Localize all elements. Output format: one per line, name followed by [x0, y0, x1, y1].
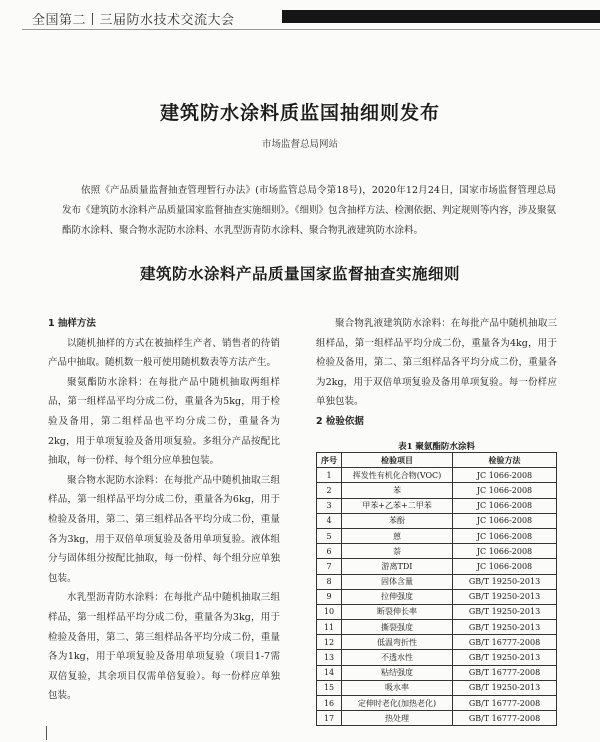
- cell-method: JC 1066-2008: [453, 498, 557, 513]
- cell-no: 13: [317, 650, 342, 665]
- cell-method: GB/T 19250-2013: [453, 620, 557, 635]
- cell-no: 14: [317, 665, 342, 680]
- cell-item: 断裂伸长率: [342, 604, 453, 619]
- table-row: [317, 620, 557, 635]
- cell-no: 1: [317, 468, 342, 483]
- paragraph: 以随机抽样的方式在被抽样生产者、销售者的待销产品中抽取。随机数一般可使用随机数表等方法产生。: [48, 337, 280, 369]
- cell-item: 苯: [342, 483, 453, 498]
- cell-item: 游离TDI: [342, 559, 453, 574]
- cell-item: 低温弯折性: [342, 635, 453, 650]
- cell-item: 撕裂强度: [342, 620, 453, 635]
- table-row: [317, 498, 557, 513]
- cell-method: JC 1066-2008: [453, 528, 557, 543]
- header-black-bar: [282, 10, 600, 23]
- col-header-method: 检验方法: [453, 453, 557, 468]
- article-title: 建筑防水涂料质监国抽细则发布: [159, 102, 440, 124]
- table-row: [317, 665, 557, 680]
- paragraph: 聚合物乳液建筑防水涂料：在每批产品中随机抽取三组样品，第一组样品平均分成二份，重量各为4kg，用于检验及备用，第二、第三组样品各平均分成二份，重量各为2kg，用于双倍单项复验及备用单项复验。每一份样应单独包装。: [316, 318, 557, 408]
- table-row: [317, 513, 557, 528]
- table-header-row: [317, 453, 557, 468]
- table-row: [317, 528, 557, 543]
- cell-method: GB/T 19250-2013: [453, 574, 557, 589]
- cell-item: 苯酚: [342, 513, 453, 528]
- cell-method: JC 1066-2008: [453, 559, 557, 574]
- cell-method: JC 1066-2008: [453, 513, 557, 528]
- table-row: [317, 468, 557, 483]
- cell-no: 7: [317, 559, 342, 574]
- paragraph: 聚合物水泥防水涂料：在每批产品中随机抽取三组样品，第一组样品平均分成二份，重量各为6kg，用于检验及备用，第二、第三组样品各平均分成二份，重量各为3kg，用于双倍单项复验及备用单项复验。液体组分与固体组分按配比抽取，每一份样、每个组分应单独包装。: [48, 474, 280, 584]
- cell-method: GB/T 16777-2008: [453, 665, 557, 680]
- article-byline: 市场监督总局网站: [261, 139, 338, 150]
- running-header: [0, 0, 600, 34]
- cell-method: GB/T 16777-2008: [453, 635, 557, 650]
- cell-method: GB/T 16777-2008: [453, 711, 557, 726]
- cell-no: 2: [317, 483, 342, 498]
- table-row: [317, 574, 557, 589]
- cell-item: 吸水率: [342, 680, 453, 695]
- page-margin-mark: [46, 726, 47, 740]
- table-row: [317, 589, 557, 604]
- intro-paragraph: 依照《产品质量监督抽查管理暂行办法》(市场监管总局令第18号)，2020年12月24日，国家市场监督管理总局发布《建筑防水涂料产品质量国家监督抽查实施细则》。《细则》包含抽样方法、检测依据、判定规则等内容，涉及聚氨酯防水涂料、聚合物水泥防水涂料、水乳型沥青防水涂料、聚合物乳液建筑防水涂料。: [62, 185, 557, 236]
- cell-method: GB/T 19250-2013: [453, 650, 557, 665]
- cell-no: 17: [317, 711, 342, 726]
- cell-no: 11: [317, 620, 342, 635]
- cell-item: 甲苯+乙苯+二甲苯: [342, 498, 453, 513]
- cell-item: 拉伸强度: [342, 589, 453, 604]
- col-header-item: 检验项目: [342, 453, 453, 468]
- cell-no: 3: [317, 498, 342, 513]
- cell-item: 不透水性: [342, 650, 453, 665]
- table-row: [317, 650, 557, 665]
- paragraph: 聚氨酯防水涂料：在每批产品中随机抽取两组样品，第一组样品平均分成二份，重量各为5kg，用于检验及备用，第二组样品也平均分成二份，重量各为2kg，用于单项复验及备用项复验。多组分产品按配比抽取，每一份样、每个组分应单独包装。: [48, 376, 280, 467]
- cell-method: GB/T 19250-2013: [453, 604, 557, 619]
- cell-no: 4: [317, 513, 342, 528]
- cell-method: JC 1066-2008: [453, 483, 557, 498]
- cell-item: 挥发性有机化合物(VOC): [342, 468, 453, 483]
- cell-method: JC 1066-2008: [453, 468, 557, 483]
- header-rule: [22, 29, 600, 30]
- table-row: [317, 483, 557, 498]
- section-heading-sampling: 1 抽样方法: [48, 318, 96, 329]
- cell-item: 固体含量: [342, 574, 453, 589]
- cell-no: 15: [317, 680, 342, 695]
- table-row: [317, 559, 557, 574]
- col-header-no: 序号: [317, 453, 342, 468]
- table-row: [317, 544, 557, 559]
- cell-method: GB/T 16777-2008: [453, 696, 557, 711]
- cell-no: 6: [317, 544, 342, 559]
- cell-no: 16: [317, 696, 342, 711]
- section-title: 建筑防水涂料产品质量国家监督抽查实施细则: [139, 265, 460, 283]
- cell-no: 8: [317, 574, 342, 589]
- cell-item: 萘: [342, 544, 453, 559]
- right-column: [316, 314, 557, 432]
- cell-item: 定伸时老化(加热老化): [342, 696, 453, 711]
- header-text: 全国第二丨三届防水技术交流大会: [32, 13, 235, 28]
- cell-method: GB/T 19250-2013: [453, 589, 557, 604]
- cell-item: 热处理: [342, 711, 453, 726]
- table-row: [317, 680, 557, 695]
- cell-no: 9: [317, 589, 342, 604]
- table-row: [317, 604, 557, 619]
- inspection-table: [316, 452, 557, 726]
- table-row: [317, 635, 557, 650]
- table-caption: 表1 聚氨酯防水涂料: [398, 442, 475, 452]
- left-column: [48, 314, 280, 706]
- table-row: [317, 711, 557, 726]
- cell-item: 粘结强度: [342, 665, 453, 680]
- cell-no: 5: [317, 528, 342, 543]
- cell-method: JC 1066-2008: [453, 544, 557, 559]
- cell-method: GB/T 19250-2013: [453, 680, 557, 695]
- cell-item: 蒽: [342, 528, 453, 543]
- section-heading-basis: 2 检验依据: [316, 415, 364, 427]
- cell-no: 10: [317, 604, 342, 619]
- table-row: [317, 696, 557, 711]
- paragraph: 水乳型沥青防水涂料：在每批产品中随机抽取三组样品，第一组样品平均分成二份，重量各为3kg，用于检验及备用，第二、第三组样品各平均分成二份，重量各为1kg，用于单项复验及备用单项复验（项目1-7需双倍复验，其余项目仅需单倍复验）。每一份样应单独包装。: [48, 592, 280, 702]
- cell-no: 12: [317, 635, 342, 650]
